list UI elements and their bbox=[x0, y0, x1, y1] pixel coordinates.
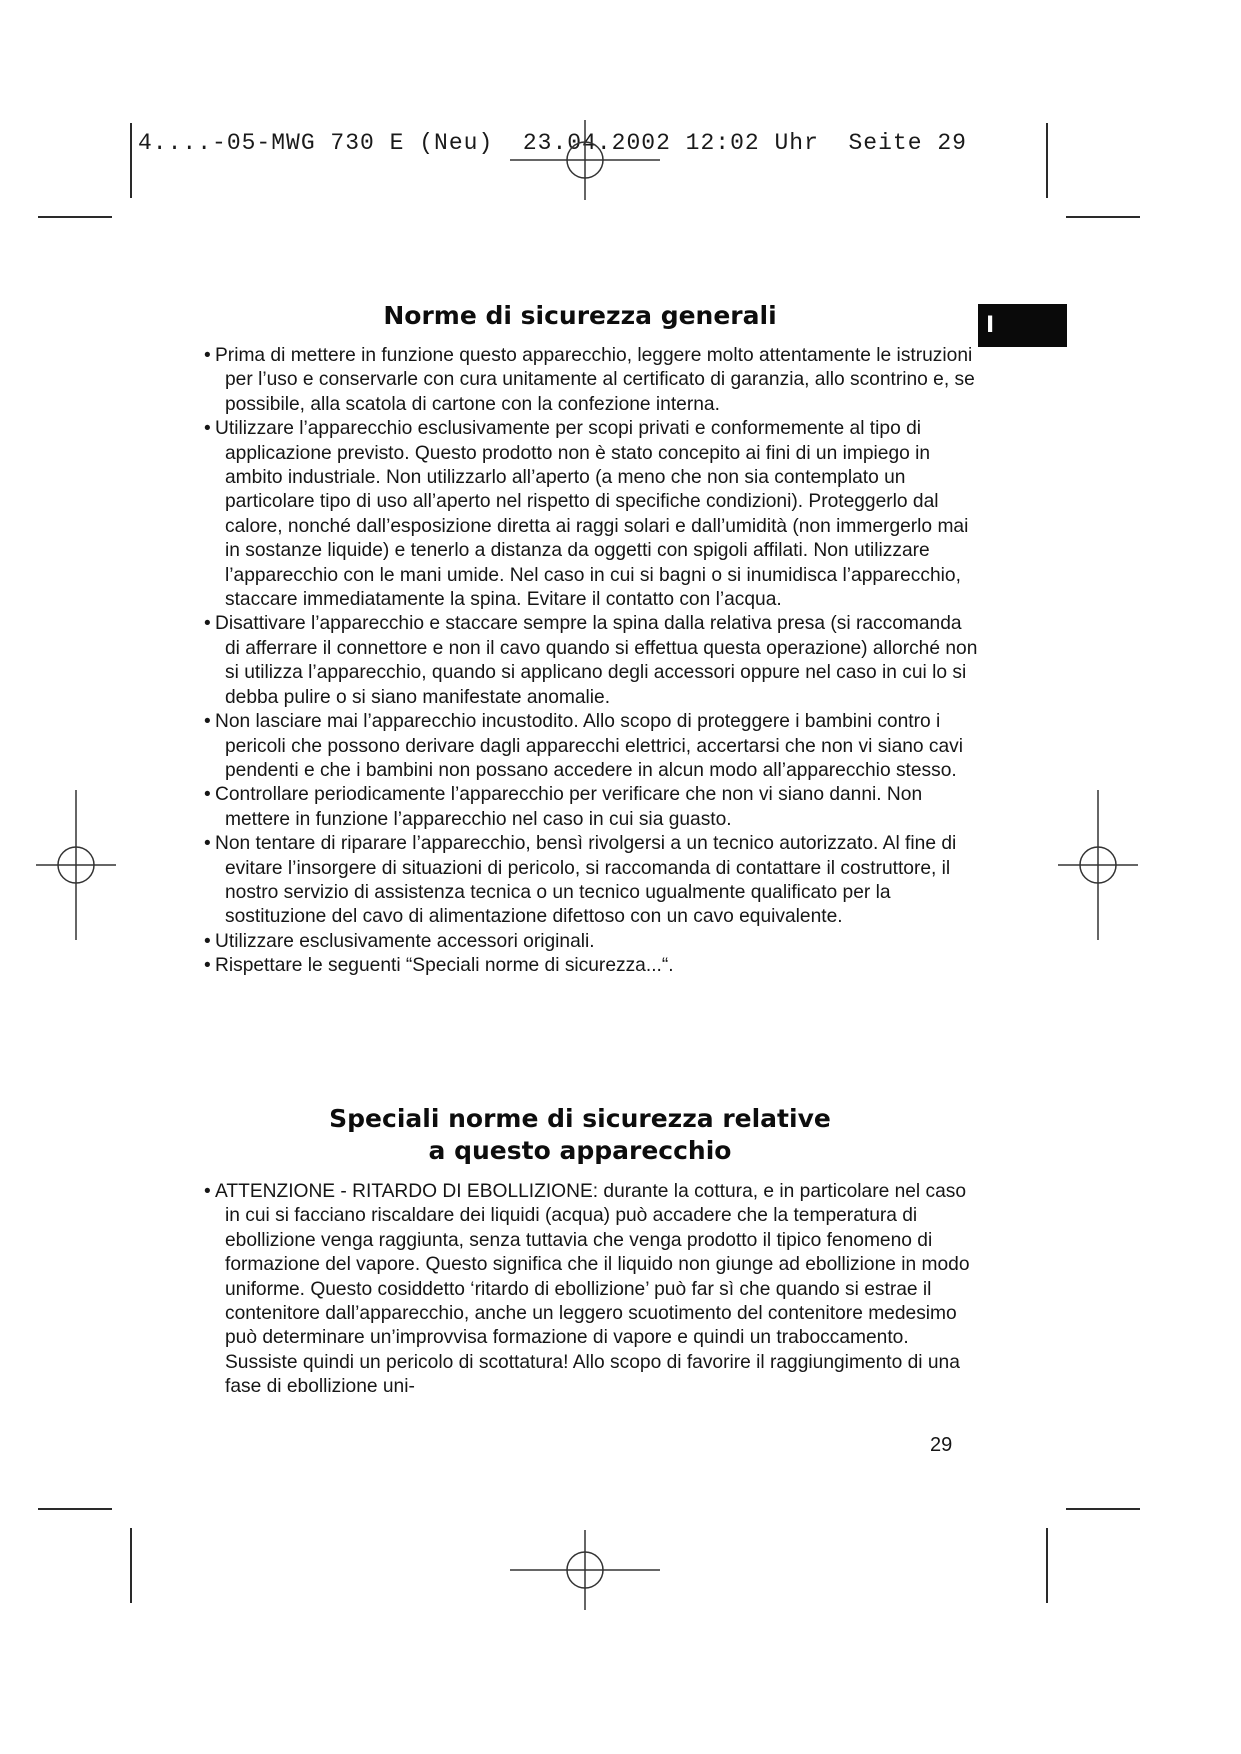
list-item: • Utilizzare l’apparecchio esclusivamente per scopi privati e conformemente al tipo di applicazione previsto. Questo prodotto non è stato concepito ai fini di un impiego in ambito industriale. Non utilizzarlo all’aperto (a meno che non sia contemplato un particolare tipo di uso all’aperto nel rispetto di specifiche condizioni). Proteggerlo dal calore, nonché dall’esposizione diretta ai raggi solari e dall’umidità (non immergerlo mai in sostanze liquide) e tenerlo a distanza da oggetti con spigoli affilati. Non utilizzare l’apparecchio con le mani umide. Nel caso in cui si bagni o si inumidisca l’apparecchio, staccare immediatamente la spina. Evitare il contatto con l’acqua. bbox=[189, 417, 979, 612]
section-special-title-line1: Speciali norme di sicurezza relative bbox=[329, 1104, 831, 1133]
crop-mark-top-right-vertical bbox=[1046, 123, 1048, 198]
section-special-title-line2: a questo apparecchio bbox=[428, 1136, 732, 1165]
crop-mark-bottom-right-vertical bbox=[1046, 1528, 1048, 1603]
registration-mark-top-icon bbox=[510, 120, 660, 200]
registration-mark-bottom-icon bbox=[510, 1530, 660, 1610]
section-general-title: Norme di sicurezza generali bbox=[383, 301, 777, 330]
language-tab-label: I bbox=[986, 313, 995, 338]
page-number: 29 bbox=[930, 1434, 953, 1456]
registration-mark-right-icon bbox=[1058, 790, 1138, 940]
list-item: • ATTENZIONE - RITARDO DI EBOLLIZIONE: durante la cottura, e in particolare nel caso in cui si facciano riscaldare dei liquidi (acqua) può accadere che la temperatura di ebollizione venga raggiunta, senza tuttavia che venga prodotto il tipico fenomeno di formazione del vapore. Questo significa che il liquido non giunge ad ebollizione in modo uniforme. Questo cosiddetto ‘ritardo di ebollizione’ può far sì che quando si estrae il contenitore dall’apparecchio, anche un leggero scuotimento del contenitore medesimo può determinare un’improvvisa formazione di vapore e quindi un traboccamento. Sussiste quindi un pericolo di scottatura! Allo scopo di favorire il raggiungimento di una fase di ebollizione uni- bbox=[189, 1180, 979, 1400]
list-item: • Non tentare di riparare l’apparecchio, bensì rivolgersi a un tecnico autorizzato. Al fine di evitare l’insorgere di situazioni di pericolo, si raccomanda di contattare il costruttore, il nostro servizio di assistenza tecnica o un tecnico ugualmente qualificato per la sostituzione del cavo di alimentazione difettoso con un cavo equivalente. bbox=[189, 832, 979, 930]
print-slug: 4....-05-MWG 730 E (Neu) 23.04.2002 12:02 Uhr Seite 29 bbox=[138, 130, 967, 156]
general-safety-list bbox=[189, 344, 979, 979]
registration-mark-left-icon bbox=[36, 790, 116, 940]
special-safety-list bbox=[189, 1180, 979, 1400]
list-item: • Rispettare le seguenti “Speciali norme di sicurezza...“. bbox=[189, 954, 979, 978]
crop-mark-top-left-horizontal bbox=[38, 216, 112, 218]
list-item: • Prima di mettere in funzione questo apparecchio, leggere molto attentamente le istruzioni per l’uso e conservarle con cura unitamente al certificato di garanzia, allo scontrino e, se possibile, alla scatola di cartone con la confezione interna. bbox=[189, 344, 979, 417]
crop-mark-bottom-right-horizontal bbox=[1066, 1508, 1140, 1510]
list-item: • Disattivare l’apparecchio e staccare sempre la spina dalla relativa presa (si raccomanda di afferrare il connettore e non il cavo quando si effettua questa operazione) allorché non si utilizza l’apparecchio, quando si applicano degli accessori oppure nel caso in cui lo si debba pulire o si siano manifestate anomalie. bbox=[189, 612, 979, 710]
crop-mark-bottom-left-vertical bbox=[130, 1528, 132, 1603]
crop-mark-top-right-horizontal bbox=[1066, 216, 1140, 218]
crop-mark-top-left-vertical bbox=[130, 123, 132, 198]
list-item: • Non lasciare mai l’apparecchio incustodito. Allo scopo di proteggere i bambini contro i pericoli che possono derivare dagli apparecchi elettrici, accertarsi che non vi siano cavi pendenti e che i bambini non possano accedere in alcun modo all’apparecchio stesso. bbox=[189, 710, 979, 783]
section-special-title bbox=[190, 1103, 970, 1167]
language-tab bbox=[978, 304, 1067, 347]
list-item: • Utilizzare esclusivamente accessori originali. bbox=[189, 930, 979, 954]
list-item: • Controllare periodicamente l’apparecchio per verificare che non vi siano danni. Non mettere in funzione l’apparecchio nel caso in cui sia guasto. bbox=[189, 783, 979, 832]
crop-mark-bottom-left-horizontal bbox=[38, 1508, 112, 1510]
